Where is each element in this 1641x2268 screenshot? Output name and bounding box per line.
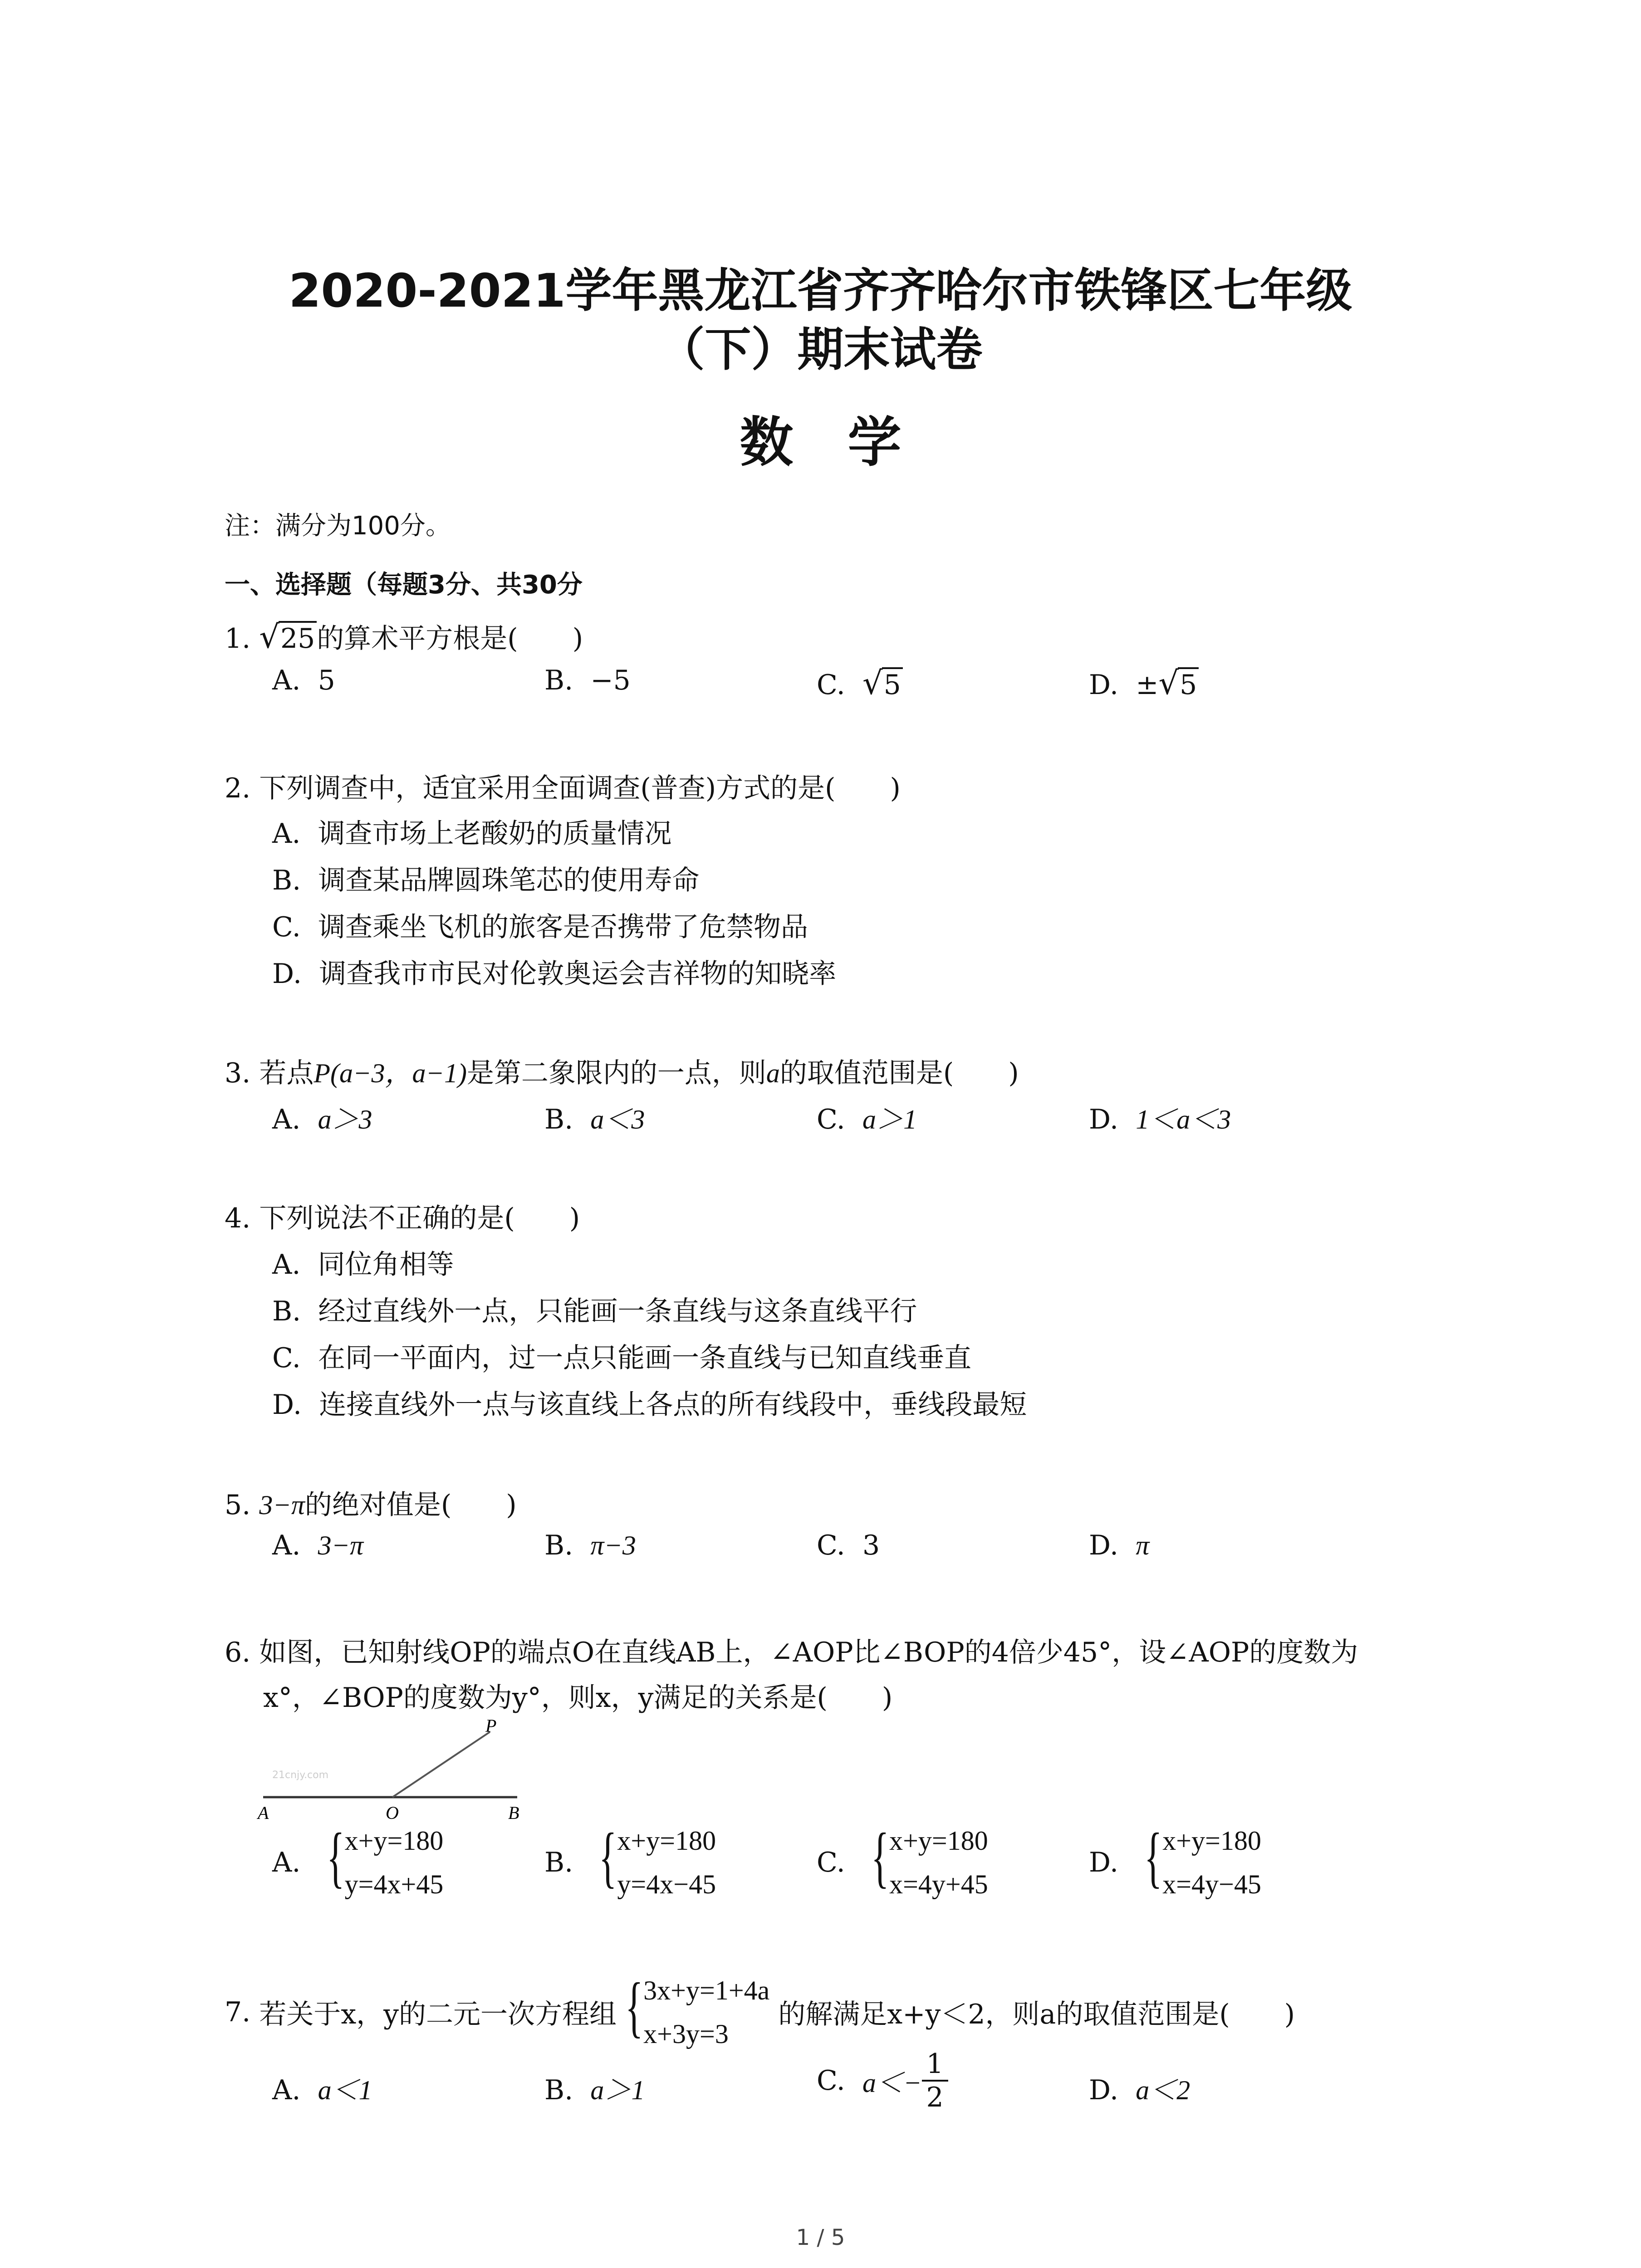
label-a: A xyxy=(258,1803,269,1823)
question-2-option-a: A. 调查市场上老酸奶的质量情况 xyxy=(272,818,672,850)
label-o: O xyxy=(386,1803,399,1823)
figure-watermark: 21cnjy.com xyxy=(272,1769,329,1781)
ray-op xyxy=(392,1732,490,1797)
question-1-stem: 1. √25的算术平方根是( ) xyxy=(225,618,583,655)
question-2-stem: 2. 下列调查中，适宜采用全面调查(普查)方式的是( ) xyxy=(225,772,901,804)
score-note: 注：满分为100分。 xyxy=(225,511,451,541)
sqrt-25: √25 xyxy=(259,618,317,655)
question-6-stem-line2: x°，∠BOP的度数为y°，则x，y满足的关系是( ) xyxy=(263,1682,893,1714)
question-7-equation-system: { 3x+y=1+4a x+3y=3 xyxy=(625,1969,770,2049)
question-3-stem: 3. 若点P(a−3，a−1)是第二象限内的一点，则a的取值范围是( ) xyxy=(225,1057,1019,1089)
question-6-option-b: B. { x+y=180 y=4x−45 xyxy=(544,1819,716,1899)
question-4-option-d: D. 连接直线外一点与该直线上各点的所有线段中，垂线段最短 xyxy=(272,1389,1027,1421)
question-2-option-b: B. 调查某品牌圆珠笔芯的使用寿命 xyxy=(272,865,700,896)
subject-title: 数学 xyxy=(740,411,956,474)
question-5-option-d: D. π xyxy=(1089,1530,1150,1561)
question-3-option-b: B. a＜3 xyxy=(544,1104,645,1135)
question-5-option-c: C. 3 xyxy=(817,1530,880,1561)
exam-title-line2: （下）期末试卷 xyxy=(658,323,983,377)
question-1-option-b: B. −5 xyxy=(544,665,631,696)
question-2-option-d: D. 调查我市市民对伦敦奥运会吉祥物的知晓率 xyxy=(272,958,837,990)
question-5-option-a: A. 3−π xyxy=(272,1530,364,1561)
question-2-option-c: C. 调查乘坐飞机的旅客是否携带了危禁物品 xyxy=(272,911,808,943)
question-3-option-a: A. a＞3 xyxy=(272,1104,372,1135)
question-7-option-a: A. a＜1 xyxy=(272,2074,372,2106)
question-7-option-b: B. a＞1 xyxy=(544,2074,645,2106)
label-b: B xyxy=(508,1803,519,1823)
fraction-one-half: $\frac{1}{2}$ xyxy=(922,2048,948,2113)
question-4-option-a: A. 同位角相等 xyxy=(272,1249,454,1281)
question-3-option-d: D. 1＜a＜3 xyxy=(1089,1104,1231,1135)
question-4-option-b: B. 经过直线外一点，只能画一条直线与这条直线平行 xyxy=(272,1295,917,1327)
page-number: 1 / 5 xyxy=(796,2225,845,2250)
section-heading-multiple-choice: 一、选择题（每题3分、共30分 xyxy=(225,570,583,600)
question-7-stem: 7. 若关于x，y的二元一次方程组 { 3x+y=1+4a x+3y=3 的解满足x+y＜2，则a的取值范围是( ) xyxy=(225,1969,1295,2056)
ray-op-figure xyxy=(254,1719,544,1828)
question-6-option-c: C. { x+y=180 x=4y+45 xyxy=(817,1819,988,1899)
question-5-option-b: B. π−3 xyxy=(544,1530,636,1561)
question-4-stem: 4. 下列说法不正确的是( ) xyxy=(225,1202,580,1234)
question-1-option-a: A. 5 xyxy=(272,665,335,696)
question-3-option-c: C. a＞1 xyxy=(817,1104,917,1135)
question-5-stem: 5. 3−π的绝对值是( ) xyxy=(225,1489,517,1521)
label-p: P xyxy=(485,1719,497,1736)
question-6-option-a: A. { x+y=180 y=4x+45 xyxy=(272,1819,444,1899)
question-6-option-d: D. { x+y=180 x=4y−45 xyxy=(1089,1819,1261,1899)
question-7-option-c: C. a＜− $\frac{1}{2}$ xyxy=(817,2048,948,2113)
question-1-option-d: D. ±√5 xyxy=(1089,665,1199,702)
question-4-option-c: C. 在同一平面内，过一点只能画一条直线与已知直线垂直 xyxy=(272,1342,971,1374)
exam-title-line1: 2020-2021学年黑龙江省齐齐哈尔市铁锋区七年级 xyxy=(289,264,1352,318)
question-6-stem-line1: 6. 如图，已知射线OP的端点O在直线AB上，∠AOP比∠BOP的4倍少45°，设∠AOP的度数为 xyxy=(225,1637,1358,1668)
question-1-option-c: C. √5 xyxy=(817,665,903,702)
question-7-option-d: D. a＜2 xyxy=(1089,2074,1190,2106)
